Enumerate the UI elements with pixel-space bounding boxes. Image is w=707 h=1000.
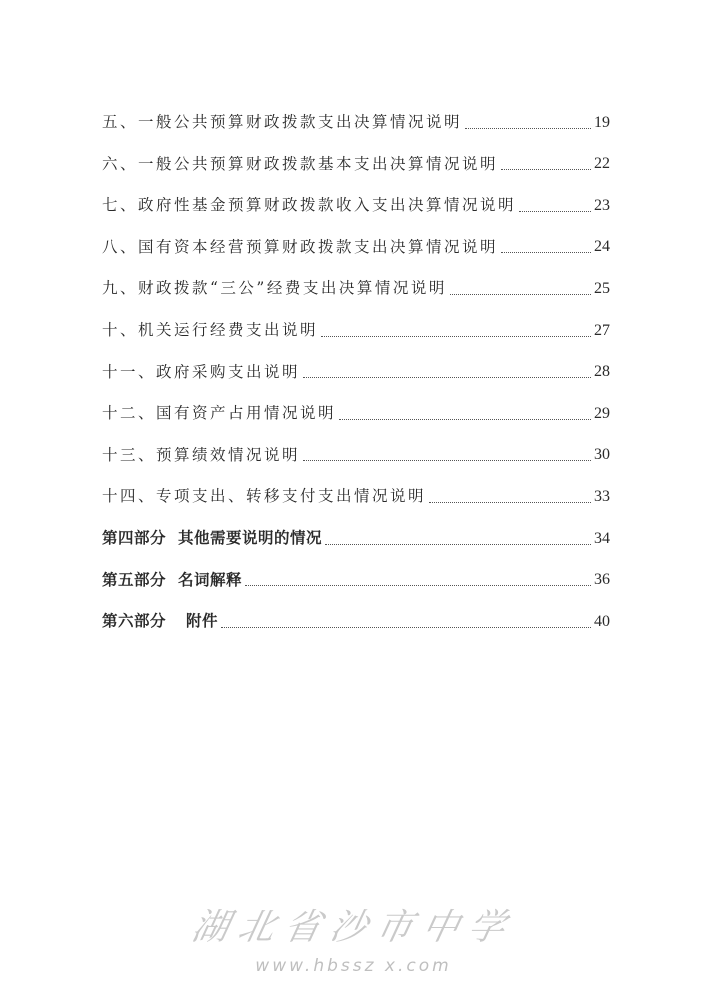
toc-part-name: 附件: [186, 612, 219, 631]
toc-entry-title: 十四、专项支出、转移支付支出情况说明: [102, 487, 427, 506]
toc-entry[interactable]: [102, 138, 610, 180]
toc-entry[interactable]: [102, 221, 610, 263]
toc-entry-title: 十二、国有资产占用情况说明: [102, 404, 337, 423]
toc-section-entry[interactable]: [102, 512, 610, 554]
watermark-school-name: 湖北省沙市中学: [188, 907, 519, 948]
dot-leader: [245, 585, 591, 586]
toc-page-number: 40: [594, 612, 610, 630]
toc-page-number: 36: [594, 571, 610, 589]
toc-part-name: 名词解释: [178, 570, 243, 589]
dot-leader: [303, 377, 591, 378]
toc-page-number: 23: [594, 196, 610, 214]
toc-page-number: 29: [594, 404, 610, 422]
toc-entry-title: 五、一般公共预算财政拨款支出决算情况说明: [102, 113, 463, 132]
toc-entry[interactable]: [102, 429, 610, 471]
toc-entry[interactable]: [102, 304, 610, 346]
dot-leader: [501, 252, 591, 253]
dot-leader: [450, 294, 591, 295]
watermark-url: www.hbssz x.com: [255, 956, 452, 976]
toc-page-number: 22: [594, 155, 610, 173]
toc-entry[interactable]: [102, 262, 610, 304]
toc-part-label: 第四部分: [102, 529, 167, 548]
dot-leader: [325, 544, 591, 545]
toc-entry[interactable]: [102, 96, 610, 138]
toc-entry-title: 八、国有资本经营预算财政拨款支出决算情况说明: [102, 237, 499, 256]
toc-section-entry[interactable]: [102, 554, 610, 596]
toc-page-number: 19: [594, 113, 610, 131]
dot-leader: [303, 460, 591, 461]
toc-part-label: 第六部分: [102, 612, 167, 631]
toc-page-number: 27: [594, 321, 610, 339]
toc-section-title: [102, 531, 322, 547]
toc-page-number: 24: [594, 238, 610, 256]
dot-leader: [339, 419, 591, 420]
dot-leader: [501, 169, 591, 170]
dot-leader: [465, 128, 591, 129]
toc-page-number: 25: [594, 279, 610, 297]
toc-entry-title: 十三、预算绩效情况说明: [102, 445, 301, 464]
toc-section-title: [102, 614, 218, 630]
dot-leader: [429, 502, 591, 503]
toc-entry-title: 九、财政拨款“三公”经费支出决算情况说明: [102, 279, 447, 298]
toc-entry[interactable]: [102, 470, 610, 512]
toc-page-number: 28: [594, 363, 610, 381]
table-of-contents: [102, 96, 610, 637]
toc-entry-title: 七、政府性基金预算财政拨款收入支出决算情况说明: [102, 196, 517, 215]
toc-part-name: 其他需要说明的情况: [178, 529, 323, 548]
toc-section-title: [102, 570, 243, 589]
watermark: [0, 907, 707, 976]
toc-entry[interactable]: [102, 387, 610, 429]
toc-entry-title: 十一、政府采购支出说明: [102, 362, 301, 381]
dot-leader: [519, 211, 591, 212]
toc-section-entry[interactable]: [102, 595, 610, 637]
dot-leader: [321, 336, 591, 337]
toc-entry[interactable]: [102, 346, 610, 388]
toc-entry-title: 六、一般公共预算财政拨款基本支出决算情况说明: [102, 154, 499, 173]
toc-page-number: 33: [594, 487, 610, 505]
toc-part-label: 第五部分: [102, 570, 167, 589]
toc-page-number: 34: [594, 529, 610, 547]
dot-leader: [221, 627, 591, 628]
toc-entry[interactable]: [102, 179, 610, 221]
toc-entry-title: 十、机关运行经费支出说明: [102, 321, 319, 340]
toc-page-number: 30: [594, 446, 610, 464]
